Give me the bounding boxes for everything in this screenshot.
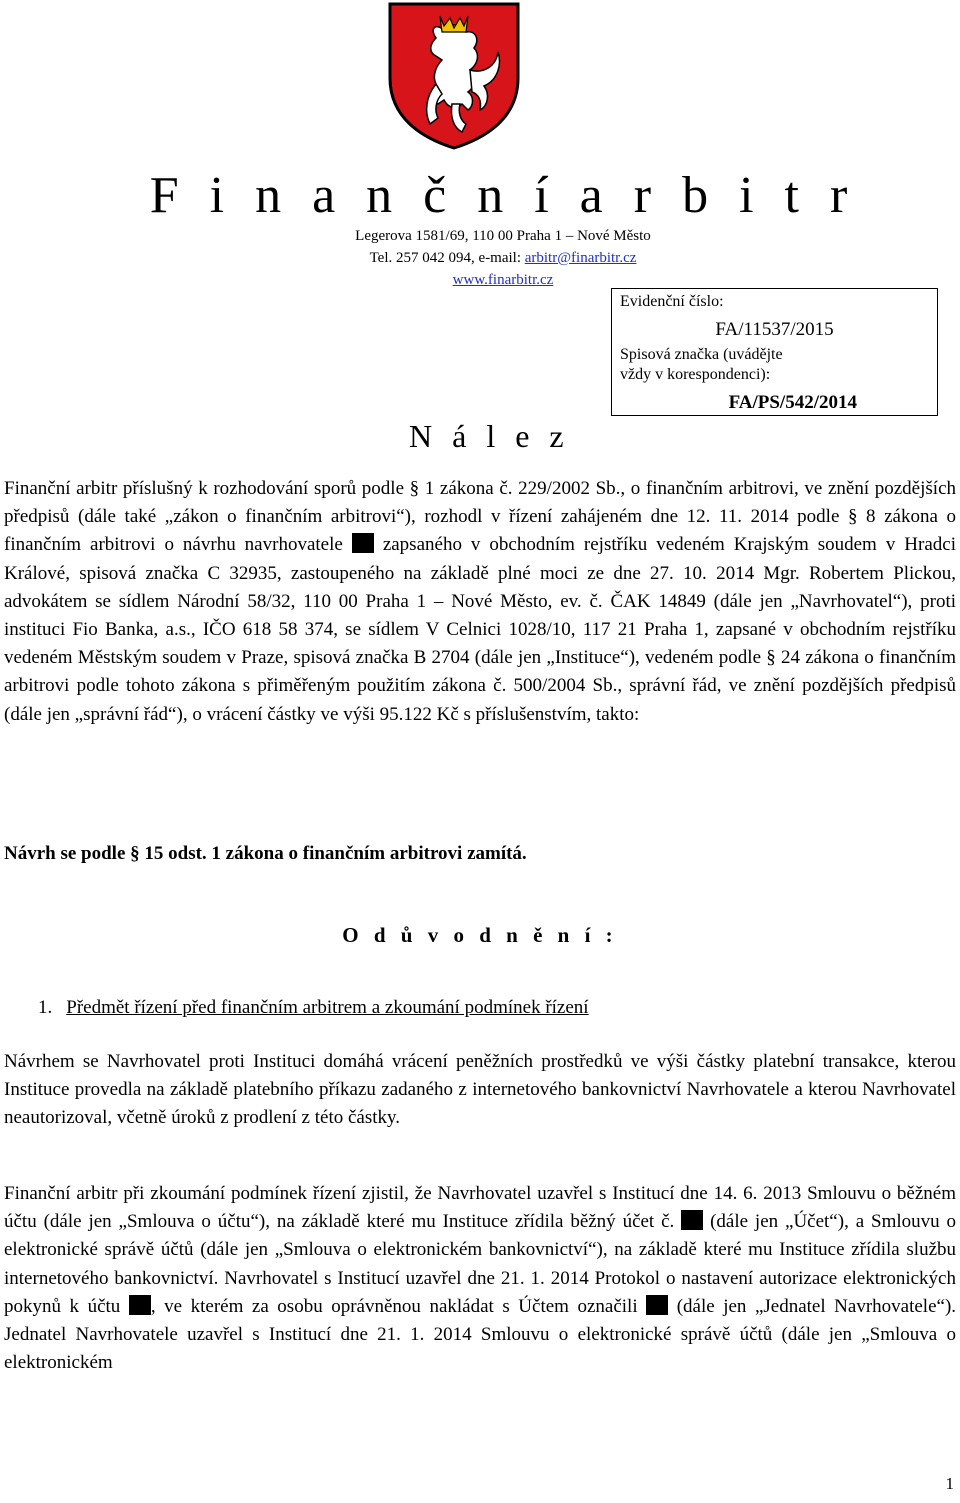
paragraph-2-part-c: , ve kterém za osobu oprávněnou nakládat s Účtem označili xyxy=(150,1295,638,1317)
evidence-number-label: Evidenční číslo: xyxy=(620,293,724,310)
redaction-block xyxy=(129,1295,151,1315)
issuer-title: F i n a n č n í a r b i t r xyxy=(149,167,857,224)
section-heading xyxy=(38,997,589,1019)
czech-lion-icon xyxy=(386,0,522,150)
issuer-address: Legerova 1581/69, 110 00 Praha 1 – Nové Město xyxy=(355,228,651,244)
paragraph-2 xyxy=(4,1180,956,1377)
file-number-label-text: Spisová značka (uvádějte vždy v korespondenci): xyxy=(620,346,783,383)
redaction-block xyxy=(352,533,374,553)
redaction-block xyxy=(681,1210,703,1230)
document-heading: N á l e z xyxy=(409,418,570,454)
paragraph-2-part-b: (dále jen „Účet“), a Smlouvu o elektronické správě účtů (dále jen „Smlouva o elektronickém bankovnictví“), na základě které mu Instituce zřídila službu internetového bankovnictví. Navrhovatel s Institucí uzavřel dne 21. 1. 2014 Protokol o nastavení autorizace elektronických pokynů k účtu xyxy=(4,1211,957,1317)
intro-text: Finanční arbitr příslušný k rozhodování sporů podle § 1 zákona č. 229/2002 Sb., o finančním arbitrovi, ve znění pozdějších předpisů (dále také „zákon o finančním arbitrovi“), rozhodl v řízení zahájeném dne 12. 11. 2014 podle § 8 zákona o finančním arbitrovi o návrhu navrhovatele xyxy=(4,478,956,556)
issuer-contact xyxy=(0,248,960,268)
evidence-number: FA/11537/2015 xyxy=(715,319,834,340)
evidence-box xyxy=(611,288,938,416)
phone-label: Tel. 257 042 094, e-mail: xyxy=(369,250,525,266)
file-number-label xyxy=(620,345,810,385)
paragraph-1: Návrhem se Navrhovatel proti Instituci domáhá vrácení peněžních prostředků ve výši částky platební transakce, kterou Instituce provedla na základě platebního příkazu zadaného z internetového bankovnictví Navrhovatele a kterou Navrhovatel neautorizoval, včetně úroků z prodlení z této částky. xyxy=(4,1051,956,1129)
intro-text-continued: zapsaného v obchodním rejstříku vedeném Krajským soudem v Hradci Králové, spisová značka C 32935, zastoupeného na základě plné moci ze dne 27. 10. 2014 Mgr. Robertem Plickou, advokátem se sídlem Národní 58/32, 110 00 Praha 1 – Nové Město, ev. č. ČAK 14849 (dále jen „Navrhovatel“), proti instituci Fio Banka, a.s., IČO 618 58 374, se sídlem V Celnici 1028/10, 117 21 Praha 1, zapsané v obchodním rejstříku vedeném Městským soudem v Praze, spisová značka B 2704 (dále jen „Instituce“), vedeném podle § 24 zákona o finančním arbitrovi podle tohoto zákona s přiměřeným použitím zákona č. 500/2004 Sb., správní řád, ve znění pozdějších předpisů (dále jen „správní řád“), o vrácení částky ve výši 95.122 Kč s příslušenstvím, takto: xyxy=(4,534,957,725)
paragraph-2-part-d: (dále jen „Jednatel Navrhovatele“). Jednatel Navrhovatele uzavřel s Institucí dne 21. 1. 2014 Smlouvu o elektronické správě účtů (dále jen „Smlouva o elektronickém xyxy=(4,1295,957,1374)
email-link[interactable]: arbitr@finarbitr.cz xyxy=(524,250,637,266)
page-number: 1 xyxy=(945,1474,954,1493)
redaction-block xyxy=(646,1295,668,1315)
issuer-website xyxy=(0,270,960,290)
paragraph-2-part-a: Finanční arbitr při zkoumání podmínek řízení zjistil, že Navrhovatel uzavřel s Institucí dne 14. 6. 2013 Smlouvu o běžném účtu (dále jen „Smlouva o účtu“), na základě které mu Instituce zřídila běžný účet č. xyxy=(4,1183,956,1233)
state-emblem xyxy=(386,0,522,150)
file-number: FA/PS/542/2014 xyxy=(728,392,857,413)
section-title: Předmět řízení před finančním arbitrem a zkoumání podmínek řízení xyxy=(66,997,589,1018)
intro-paragraph xyxy=(4,475,956,729)
section-number: 1. xyxy=(38,997,53,1018)
website-link[interactable]: www.finarbitr.cz xyxy=(452,272,554,288)
verdict: Návrh se podle § 15 odst. 1 zákona o finančním arbitrovi zamítá. xyxy=(4,843,527,864)
reasoning-heading: O d ů v o d n ě n í : xyxy=(342,923,618,947)
